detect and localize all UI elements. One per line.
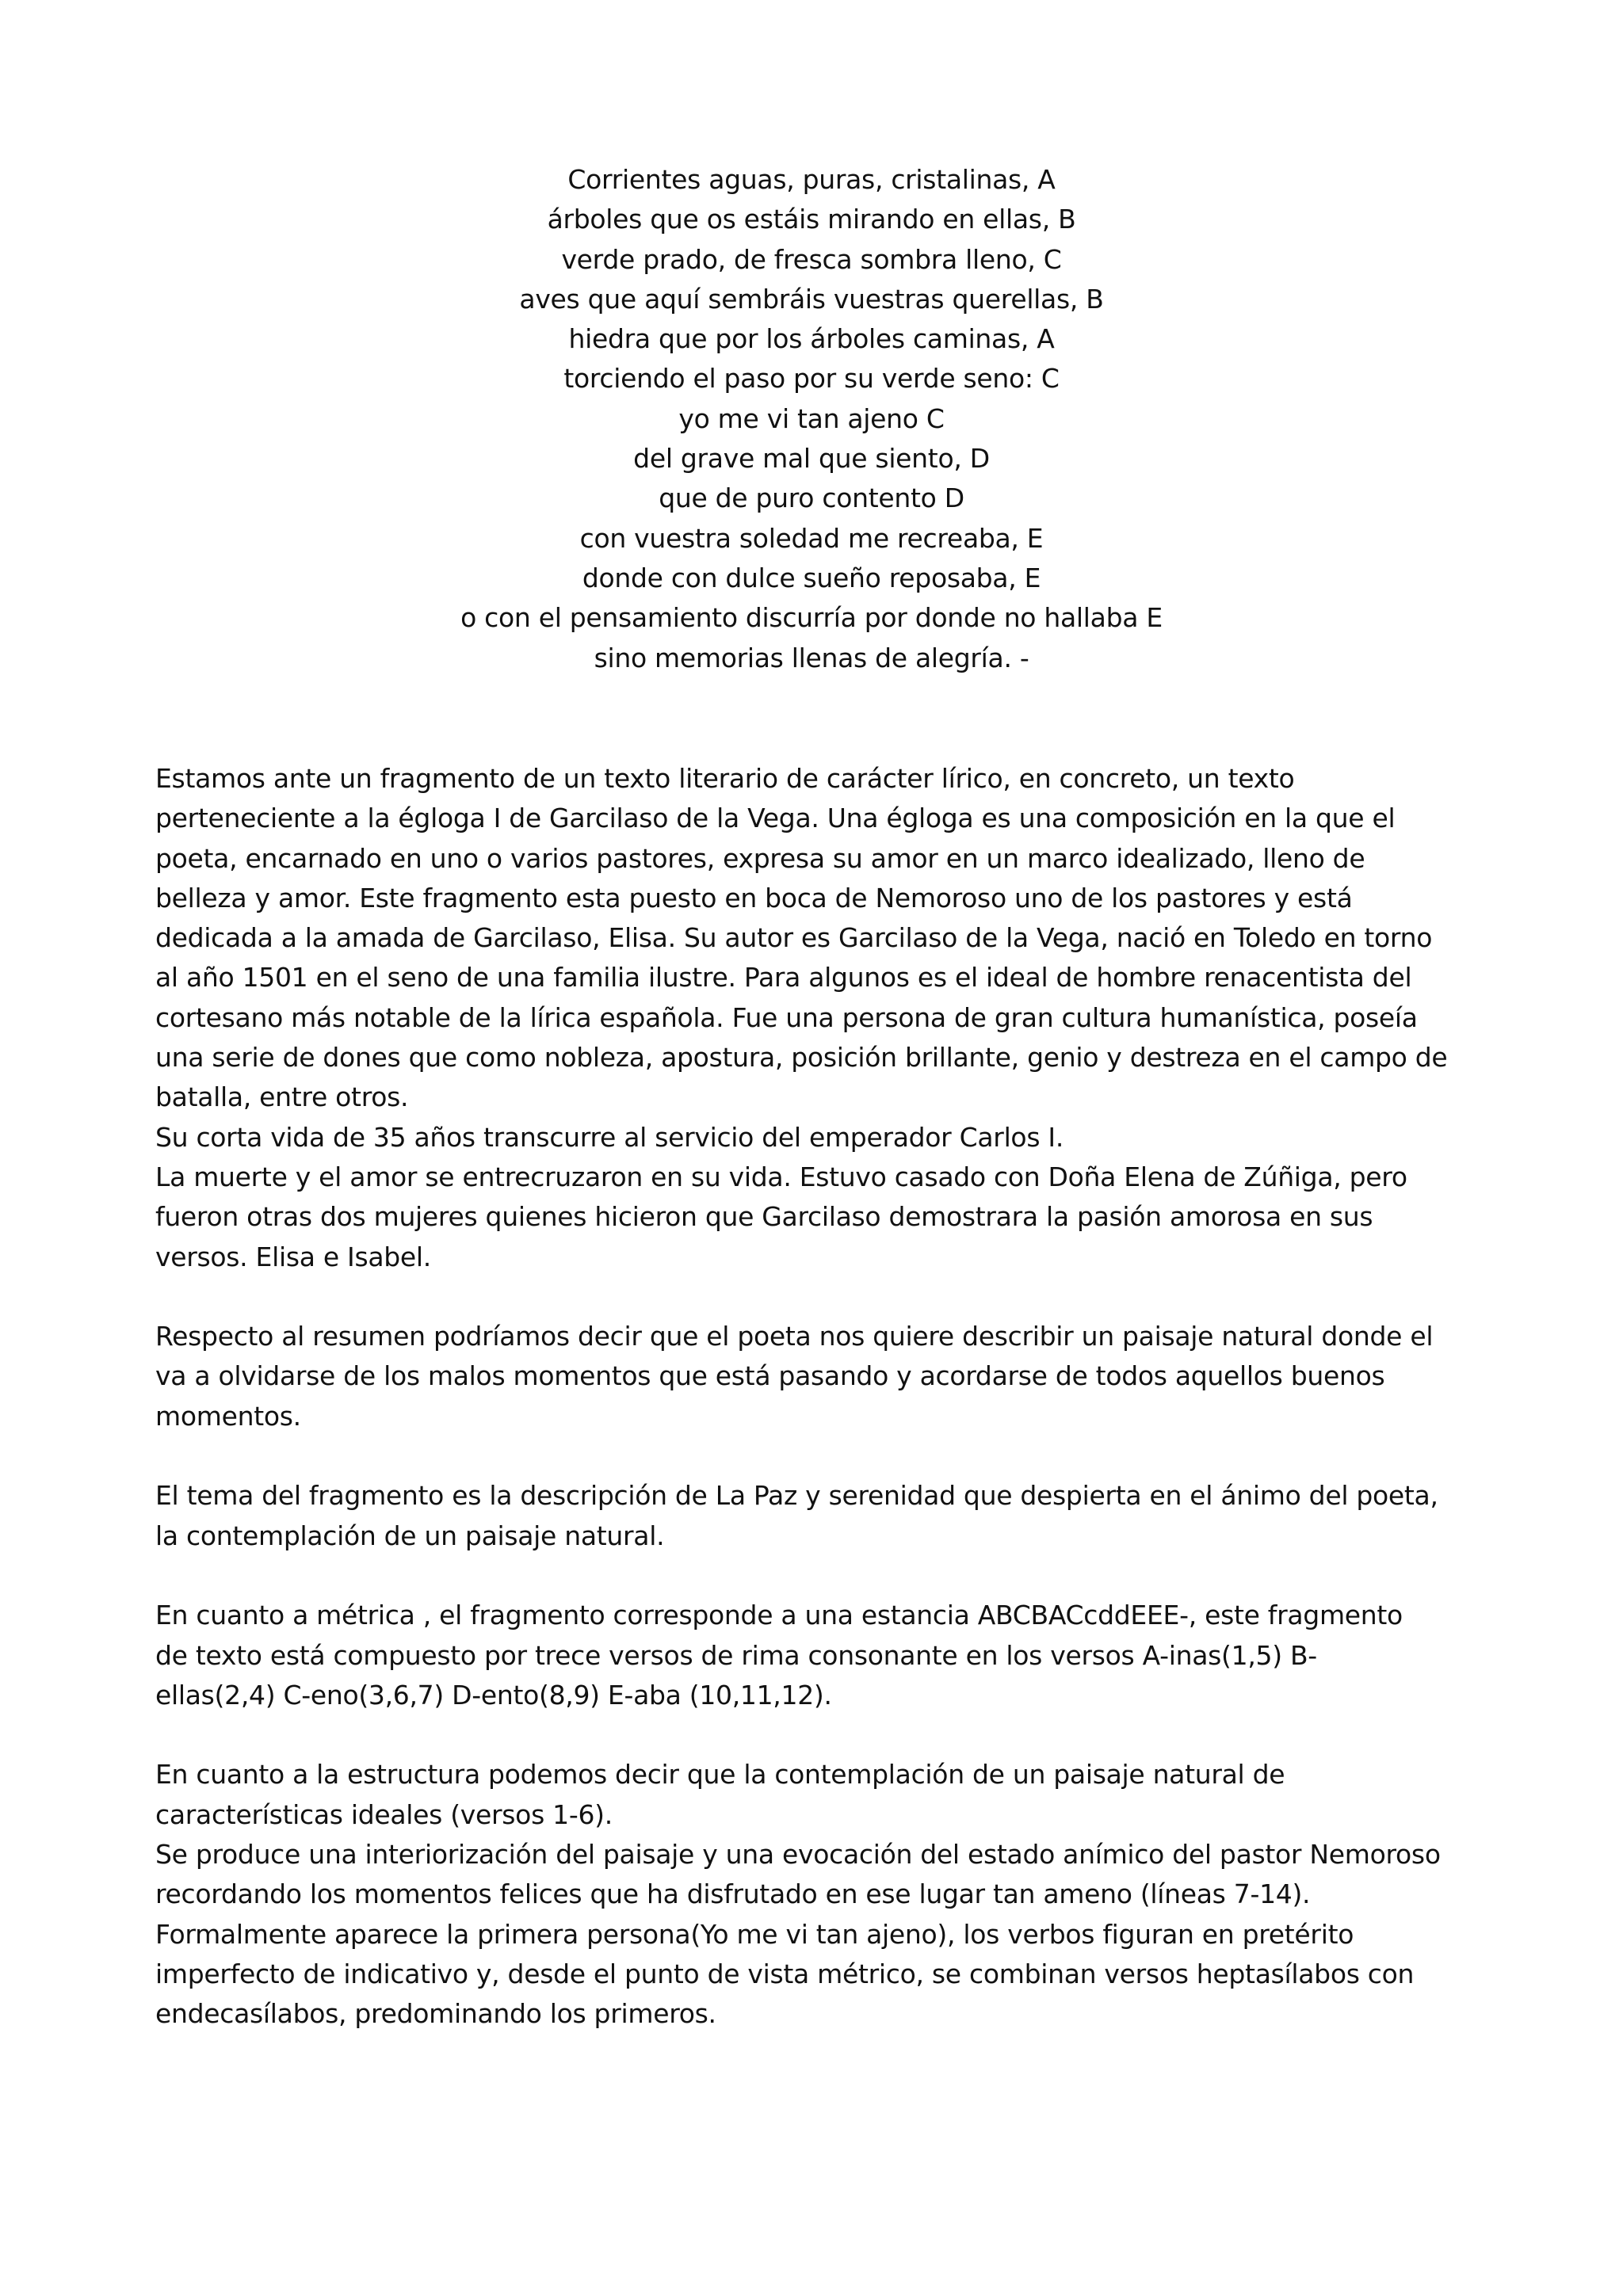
text-line: imperfecto de indicativo y, desde el punto de vista métrico, se combinan versos heptasílabos con (155, 1958, 1415, 1989)
commentary-body (155, 759, 1495, 2035)
text-line: al año 1501 en el seno de una familia ilustre. Para algunos es el ideal de hombre renacentista del (155, 962, 1412, 994)
text-line: la contemplación de un paisaje natural. (155, 1520, 665, 1551)
text-line: fueron otras dos mujeres quienes hicieron que Garcilaso demostrara la pasión amorosa en sus (155, 1201, 1373, 1233)
poem-line: del grave mal que siento, D (633, 443, 990, 475)
poem-line: donde con dulce sueño reposaba, E (582, 562, 1041, 593)
poem-line: árboles que os estáis mirando en ellas, B (547, 204, 1076, 235)
text-line: perteneciente a la égloga I de Garcilaso de la Vega. Una égloga es una composición en la que el (155, 803, 1396, 834)
text-line: belleza y amor. Este fragmento esta puesto en boca de Nemoroso uno de los pastores y está (155, 882, 1353, 913)
poem-line: o con el pensamiento discurría por donde no hallaba E (460, 602, 1163, 634)
text-line: El tema del fragmento es la descripción de La Paz y serenidad que despierta en el ánimo del poeta, (155, 1480, 1438, 1512)
poem-line: aves que aquí sembráis vuestras querellas, B (519, 283, 1104, 315)
text-line: recordando los momentos felices que ha disfrutado en ese lugar tan ameno (líneas 7-14). (155, 1878, 1311, 1910)
text-line: dedicada a la amada de Garcilaso, Elisa. Su autor es Garcilaso de la Vega, nació en Toledo en torno (155, 922, 1433, 954)
text-line: momentos. (155, 1400, 301, 1432)
metrics-paragraph (155, 1596, 1495, 1715)
text-line: cortesano más notable de la lírica española. Fue una persona de gran cultura humanística, poseía (155, 1001, 1418, 1033)
structure-paragraph (155, 1755, 1495, 2034)
poem-line: torciendo el paso por su verde seno: C (563, 363, 1060, 395)
poem-line: Corrientes aguas, puras, cristalinas, A (567, 164, 1056, 195)
poem-line: yo me vi tan ajeno C (678, 402, 945, 434)
text-line: endecasílabos, predominando los primeros. (155, 1998, 716, 2030)
poem-stanza (0, 160, 1623, 678)
text-line: En cuanto a la estructura podemos decir que la contemplación de un paisaje natural de (155, 1759, 1285, 1791)
text-line: poeta, encarnado en uno o varios pastores, expresa su amor en un marco idealizado, lleno de (155, 842, 1365, 874)
text-line: Estamos ante un fragmento de un texto literario de carácter lírico, en concreto, un texto (155, 763, 1295, 794)
text-line: ellas(2,4) C-eno(3,6,7) D-ento(8,9) E-aba (10,11,12). (155, 1679, 832, 1711)
text-line: batalla, entre otros. (155, 1081, 409, 1113)
text-line: características ideales (versos 1-6). (155, 1798, 613, 1830)
poem-line: con vuestra soledad me recreaba, E (579, 522, 1044, 554)
poem-line: verde prado, de fresca sombra lleno, C (561, 243, 1062, 275)
text-line: En cuanto a métrica , el fragmento corresponde a una estancia ABCBACcddEEE-, este fragmento (155, 1600, 1403, 1631)
summary-paragraph (155, 1317, 1495, 1436)
text-line: Respecto al resumen podríamos decir que el poeta nos quiere describir un paisaje natural donde el (155, 1321, 1434, 1352)
text-line: una serie de dones que como nobleza, apostura, posición brillante, genio y destreza en el campo de (155, 1042, 1448, 1074)
poem-line: que de puro contento D (659, 482, 964, 514)
poem-line: sino memorias llenas de alegría. - (594, 642, 1029, 673)
text-line: de texto está compuesto por trece versos de rima consonante en los versos A-inas(1,5) B- (155, 1639, 1317, 1671)
text-line: Formalmente aparece la primera persona(Yo me vi tan ajeno), los verbos figuran en pretérito (155, 1918, 1354, 1950)
text-line: Su corta vida de 35 años transcurre al servicio del emperador Carlos I. (155, 1121, 1064, 1153)
text-line: La muerte y el amor se entrecruzaron en su vida. Estuvo casado con Doña Elena de Zúñiga, pero (155, 1161, 1407, 1192)
theme-paragraph (155, 1476, 1495, 1556)
poem-line: hiedra que por los árboles caminas, A (568, 323, 1055, 355)
text-line: va a olvidarse de los malos momentos que está pasando y acordarse de todos aquellos buenos (155, 1360, 1385, 1392)
text-line: Se produce una interiorización del paisaje y una evocación del estado anímico del pastor Nemoroso (155, 1839, 1441, 1871)
intro-paragraph (155, 759, 1495, 1277)
text-line: versos. Elisa e Isabel. (155, 1241, 431, 1272)
